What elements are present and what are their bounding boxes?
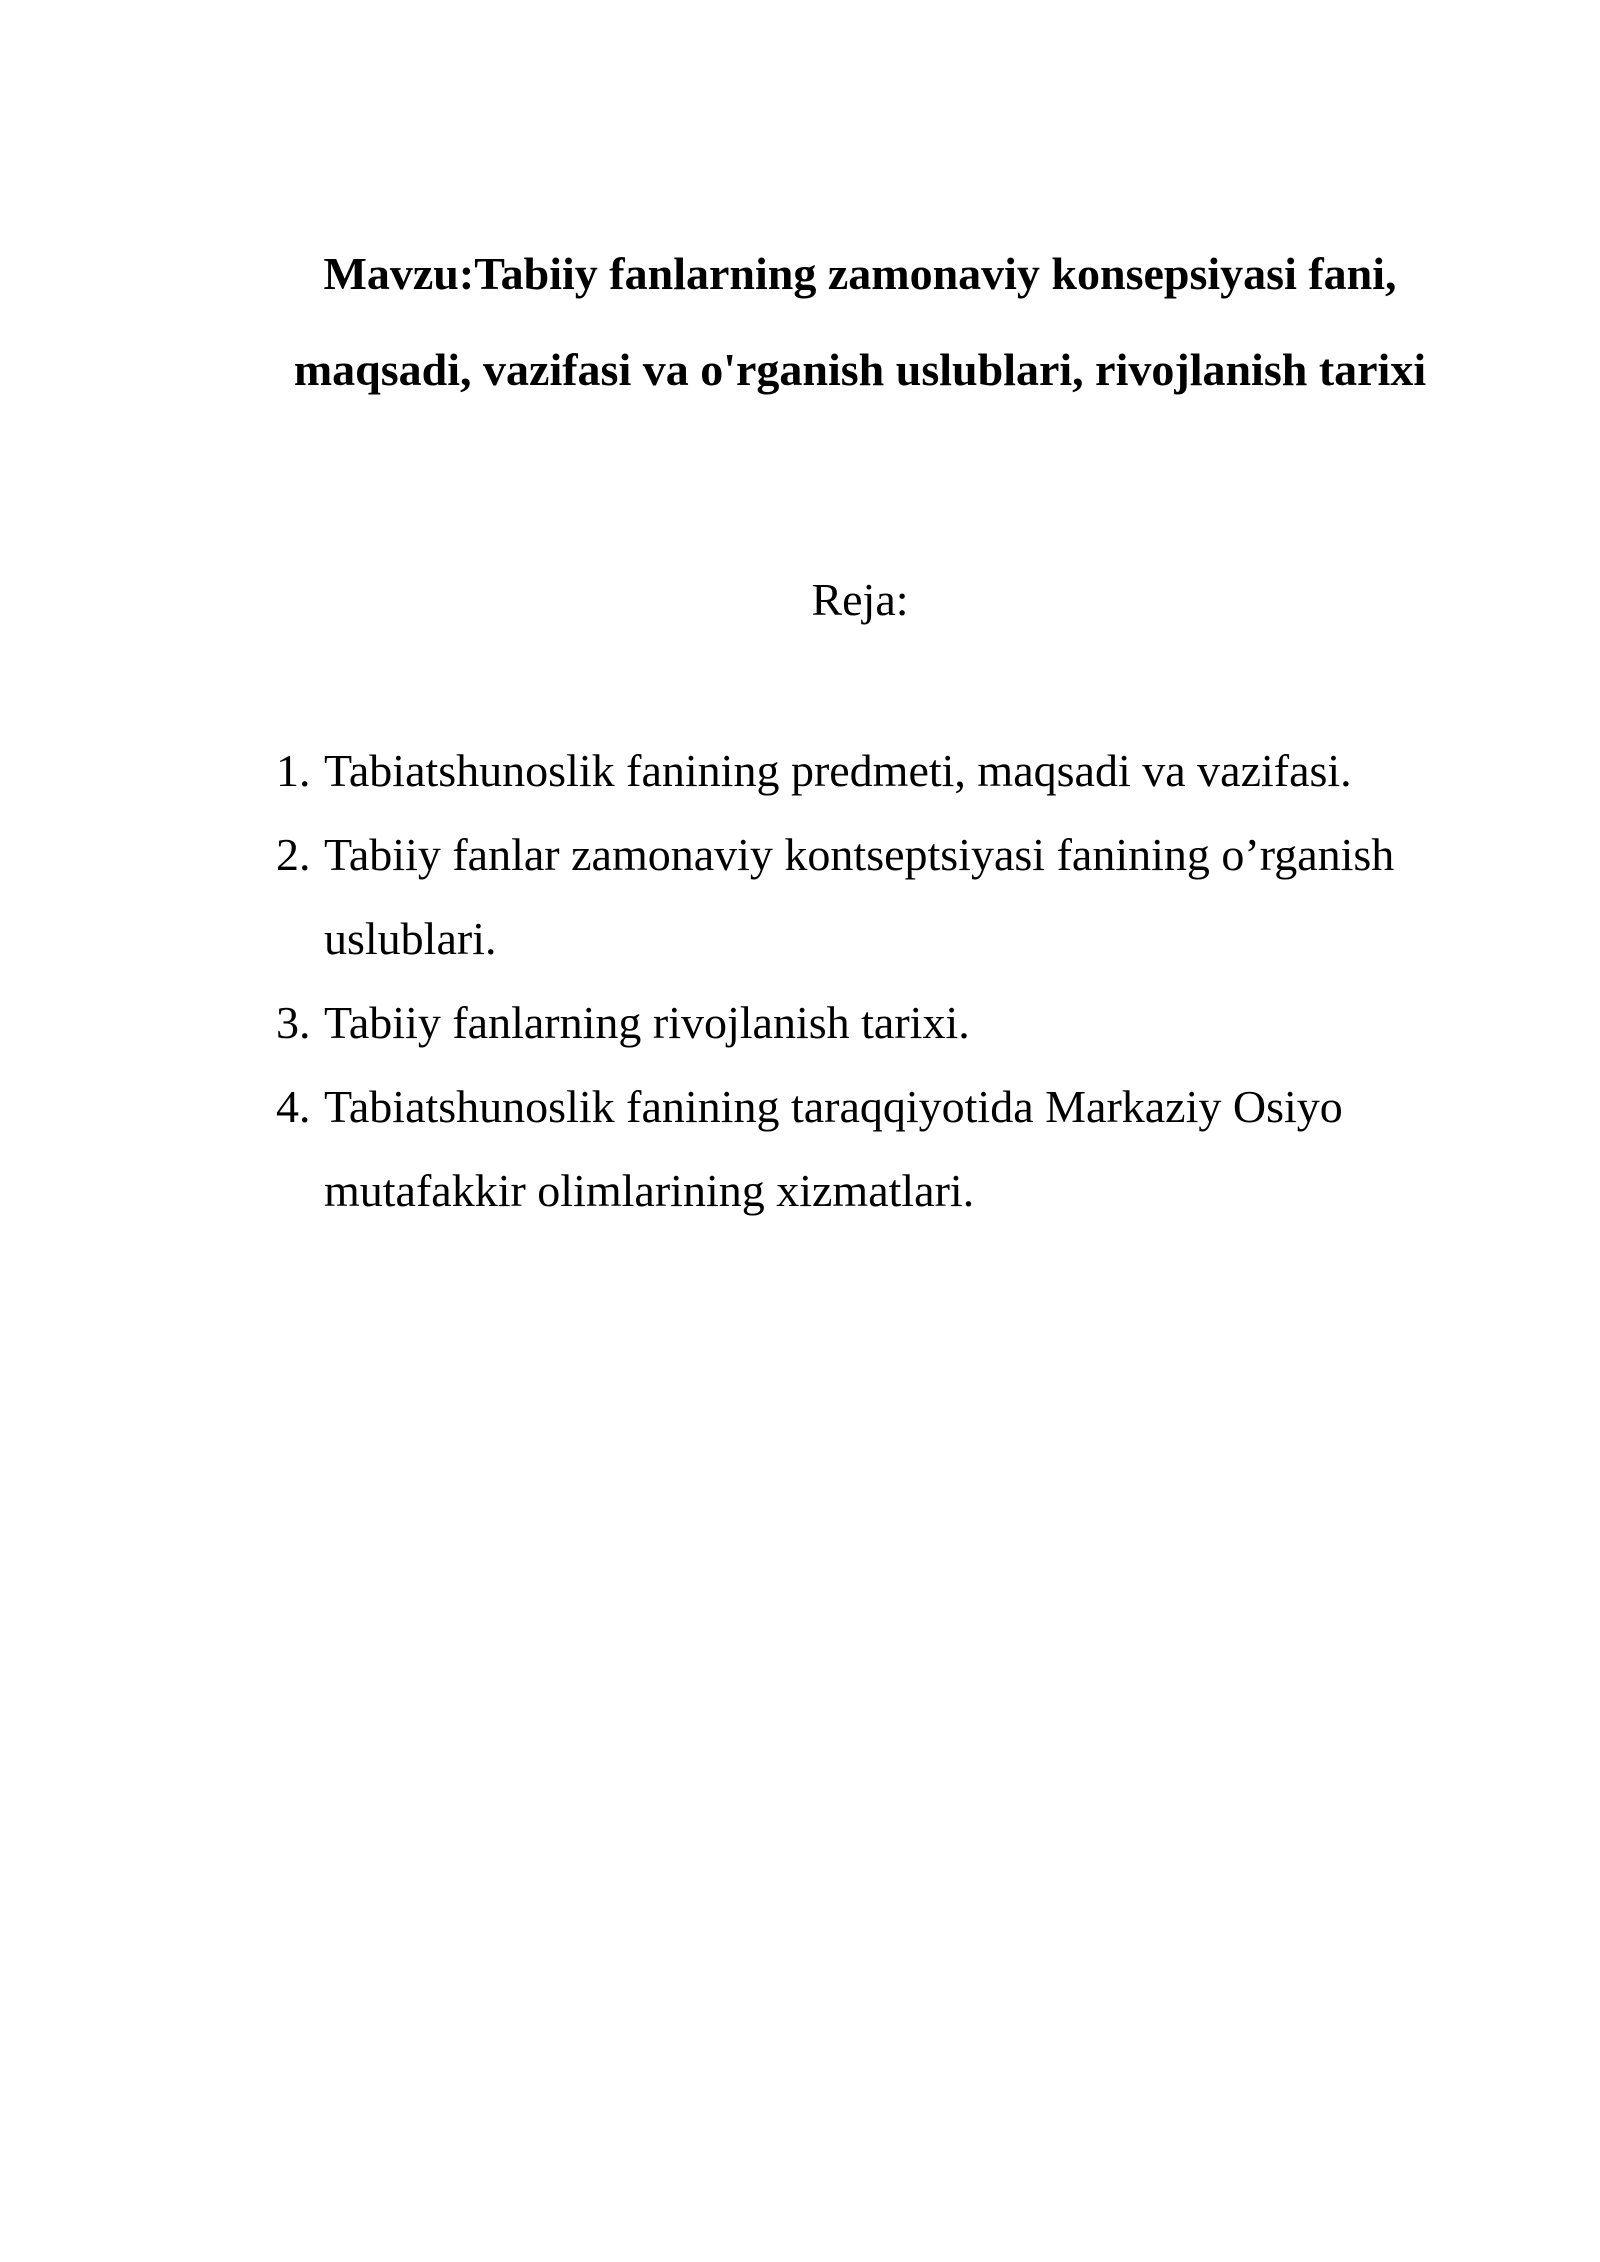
plan-item-4 [262,1065,1502,1233]
plan-item-1 [262,729,1502,813]
plan-item-number: 2. [276,829,311,880]
plan-item-2 [262,813,1502,981]
plan-heading: Reja: [811,574,909,625]
title-line-1: Mavzu:Tabiiy fanlarning zamonaviy konsepsiyasi fani, [323,248,1397,299]
plan-item-text: Tabiatshunoslik fanining taraqqiyotida Markaziy Osiyo mutafakkir olimlarining xizmatlari. [324,1081,1343,1216]
plan-item-text: Tabiatshunoslik fanining predmeti, maqsadi va vazifasi. [324,745,1352,796]
plan-list [262,729,1502,1233]
plan-item-3 [262,981,1502,1065]
document-title [200,226,1520,418]
plan-item-text: Tabiiy fanlar zamonaviy kontseptsiyasi fanining o’rganish uslublari. [324,829,1395,964]
title-line-2: maqsadi, vazifasi va o'rganish uslublari, rivojlanish tarixi [293,344,1427,395]
plan-item-number: 4. [276,1081,311,1132]
plan-item-number: 1. [276,745,311,796]
plan-item-text: Tabiiy fanlarning rivojlanish tarixi. [324,997,970,1048]
plan-item-number: 3. [276,997,311,1048]
